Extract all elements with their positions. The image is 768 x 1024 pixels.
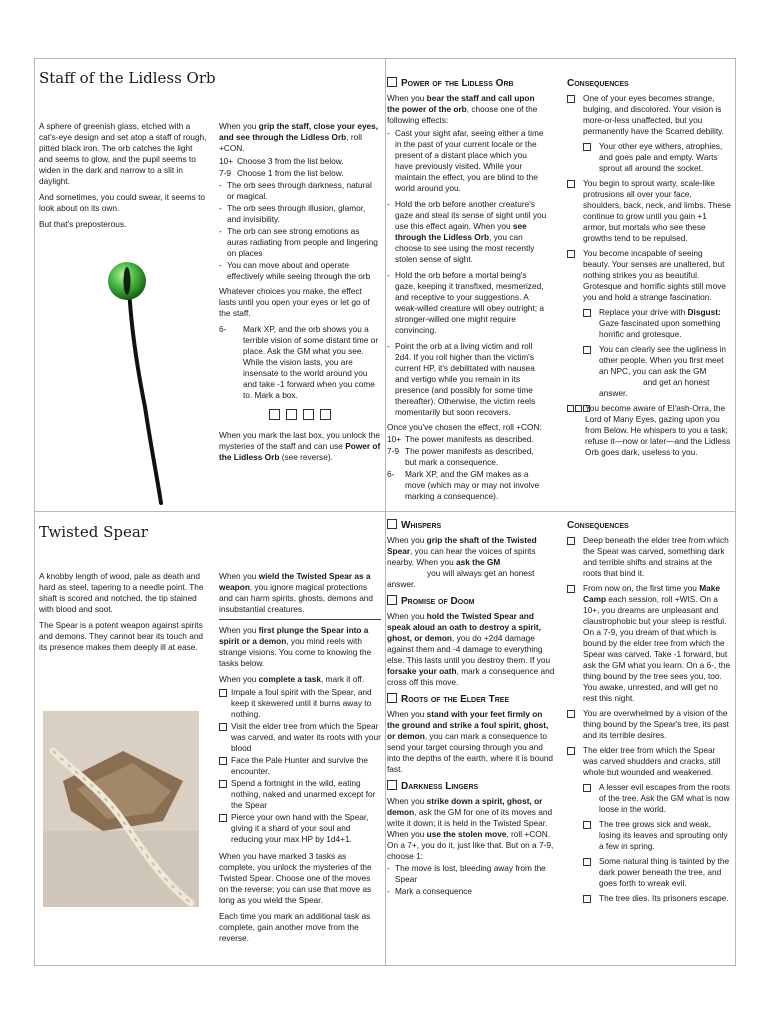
consequences-heading: Consequences [567, 520, 629, 531]
list-item: The tree dies. Its prisoners escape. [567, 893, 731, 904]
power-heading: Power of the Lidless Orb [387, 77, 547, 90]
staff-options [219, 180, 381, 282]
power-effects [387, 128, 547, 418]
darkness-lingers-heading: Darkness Lingers [387, 780, 555, 793]
list-item: Your other eye withers, atrophies, and goes pale and empty. Warts sprout all around the socket. [567, 141, 731, 174]
list-item: - Point the orb at a living victim and roll 2d4. If you roll higher than the victim's current HP, it's debilitated with nausea and vertigo while you remain in its presence (and possibly for some time thereafter). Otherwise, the victim reels momentarily but soon recovers. [387, 341, 547, 418]
checkbox[interactable] [567, 747, 575, 755]
list-item: You become aware of El'ash-Orra, the Lord of Many Eyes, gazing upon you from Below. He whispers to you a task; refuse it—now or later—and the Lidless Orb goes dark, useless to you. [567, 403, 731, 458]
list-item: - You can move about and operate effectively while seeing through the orb [219, 260, 381, 282]
staff-mark-boxes[interactable] [219, 409, 381, 422]
list-item: You can clearly see the ugliness in other people. When you first meet an NPC, you can ask the GM and get an honest answer. [567, 344, 731, 399]
list-item: Replace your drive with Disgust: Gaze fascinated upon something horrific and grotesque. [567, 307, 731, 340]
staff-description [39, 121, 207, 235]
list-item: The elder tree from which the Spear was carved shudders and cracks, still whole but wounded and weakened. [567, 745, 731, 778]
checkbox[interactable] [219, 689, 227, 697]
staff-desc-2: And sometimes, you could swear, it seems to look about on its own. [39, 192, 206, 213]
promise-of-doom-heading: Promise of Doom [387, 595, 555, 608]
checkbox[interactable] [567, 585, 575, 593]
list-item: - Cast your sight afar, seeing either a time in the past of your current locale or the present of a distant place which you have previously visited. While your maintain the effect, you are blind to the world around you. [387, 128, 547, 194]
list-item: You are overwhelmed by a vision of the thing bound by the Spear's tree, its past and its terrible desires. [567, 708, 731, 741]
checkbox[interactable] [219, 814, 227, 822]
checkbox-group[interactable] [567, 405, 590, 412]
list-item: - The orb sees through darkness, natural or magical. [219, 180, 381, 202]
checkbox[interactable] [567, 180, 575, 188]
spear-tasks [219, 687, 381, 845]
checkbox[interactable] [567, 95, 575, 103]
list-item: - The move is lost, bleeding away from the Spear [387, 863, 555, 885]
staff-desc-3: But that's preposterous. [39, 219, 127, 229]
checkbox[interactable] [583, 858, 591, 866]
spear-moves: Whispers When you grip the shaft of the Twisted Spear, you can hear the voices of spirits nearby. When you ask the GM you will always get an honest answer. Promise of Doom When you hold the Twisted Spear and speak aloud an oath to destroy a spirit, ghost, or demon, you do +2d4 damage against them and -4 damage to everything else. This lasts until you destroy them. If you forsake your oath, mark a consequence and cross off this move. Roots of the Elder Tree When you stand with your feet firmly on the ground and strike a foul spirit, ghost, or demon, you can mark a consequence to send your target coursing through you and into the depths of the earth, where it is bound fast. Darkness Lingers When you strike down a spirit, ghost, or demon, ask the GM for one of its moves and write it down; it is held in the Twisted Spear. When you use the stolen move, roll +CON. On a 7+, you do it, just like that. But on a 7-9, choose 1: - The move is lost, bleeding away from the Spear - Mark a consequence [387, 519, 555, 901]
whispers-heading: Whispers [387, 519, 555, 532]
checkbox[interactable] [269, 409, 280, 420]
checkbox[interactable] [583, 143, 591, 151]
checkbox[interactable] [219, 780, 227, 788]
spear-title: Twisted Spear [39, 523, 148, 541]
list-item: You become incapable of seeing beauty. Your senses are unaltered, but nothing strikes you as beautiful. Grotesque and horrific sights still move you and hold a strange fascination. [567, 248, 731, 303]
checkbox[interactable] [583, 895, 591, 903]
spear-consequences [567, 519, 731, 908]
spear-desc-2: The Spear is a potent weapon against spirits and demons. They cannot bear its touch and its presence makes them deeply ill at ease. [39, 620, 204, 652]
staff-move: When you grip the staff, close your eyes, and see through the Lidless Orb, roll +CON. 10+ Choose 3 from the list below. 7-9 Choose 1 from the list below. - The orb sees through darkness, natural or magical. - The orb sees through illusion, glamor, and invisibility. - The orb can see strong emotions as auras radiating from people and lingering on places - You can move about and operate effectively while seeing through the orb Whatever choices you make, the effect lasts until you open your eyes or let go of the staff. 6- Mark XP, and the orb shows you a terrible vision of some distant time or place. Ask the GM what you see. While the vision lasts, you are insensate to the world around you and take -1 forward when you come to. Mark a box. When you mark the last box, you unlock the mysteries of the staff and can use Power of the Lidless Orb (see reverse). [219, 121, 381, 468]
list-item: One of your eyes becomes strange, bulging, and discolored. Your vision is more-or-less unaffected, but you permanently have the Scarred debility. [567, 93, 731, 137]
list-item: Impale a foul spirit with the Spear, and keep it skewered until it burns away to nothing. [219, 687, 381, 720]
staff-consequences [567, 77, 731, 458]
list-item: - Hold the orb before a mortal being's gaze, keeping it transfixed, mesmerized, and receptive to your suggestions. A weak-willed creature will obey outright; a stronger-willed one might require convincing. [387, 270, 547, 336]
checkbox[interactable] [387, 780, 397, 790]
checkbox[interactable] [387, 693, 397, 703]
checkbox[interactable] [286, 409, 297, 420]
checkbox[interactable] [583, 346, 591, 354]
checkbox[interactable] [387, 77, 397, 87]
list-item: Deep beneath the elder tree from which the Spear was carved, something dark and terrible shifts and strains at the roots that bind it. [567, 535, 731, 579]
vertical-divider [385, 59, 386, 965]
list-item: Spend a fortnight in the wild, eating nothing, naked and unarmed except for the Spear [219, 778, 381, 811]
staff-illustration [105, 257, 185, 507]
list-item: From now on, the first time you Make Camp each session, roll +WIS. On a 10+, you dreams are unpleasant and claustrophobic but your sleep is restful. On a 7-9, you dream of that which is bound by the elder tree from which the Spear was carved. Take -1 forward, but ask the GM what you learn. On a 6-, the thing bound by the tree sees you, too. You awake, unrested, and will get no rest this night. [567, 583, 731, 704]
spear-move: When you wield the Twisted Spear as a weapon, you ignore magical protections and can harm spirits, ghosts, demons and insubstantial creatures. When you first plunge the Spear into a spirit or a demon, you mind reels with strange visions. You come to knowing the tasks below. When you complete a task, mark it off. Impale a foul spirit with the Spear, and keep it skewered until it burns away to nothing. Visit the elder tree from which the Spear was carved, and water its roots with your blood Face the Pale Hunter and survive the encounter. Spend a fortnight in the wild, eating nothing, naked and unarmed except for the Spear Pierce your own hand with the Spear, giving it a shard of your soul and reducing your max HP by 1d4+1. When you have marked 3 tasks as complete, you unlock the mysteries of the Twisted Spear. Choose one of the moves on the reverse; you can use that move as long as you wield the Spear. Each time you mark an additional task as complete, gain another move from the reverse. [219, 571, 381, 943]
list-item: - Hold the orb before another creature's gaze and steal its sense of sight until you use this effect again. When you see through the Lidless Orb, you can choose to see using the most recently stolen sense of sight. [387, 199, 547, 265]
horizontal-divider [35, 511, 735, 512]
power-move: Power of the Lidless Orb When you bear the staff and call upon the power of the orb, choose one of the following effects: - Cast your sight afar, seeing either a time in the past of your current locale or the present of a distant place which you have previously visited. While your maintain the effect, you are blind to the world around you. - Hold the orb before another creature's gaze and steal its sense of sight until you use this effect again. When you see through the Lidless Orb, you can choose to see using the most recently stolen sense of sight. - Hold the orb before a mortal being's gaze, keeping it transfixed, mesmerized, and receptive to your suggestions. A weak-willed creature will obey outright; a stronger-willed one might require convincing. - Point the orb at a living victim and roll 2d4. If you roll higher than the victim's current HP, it's debilitated with nausea and vertigo while you remain in its presence (and possibly for some time thereafter). Otherwise, the victim reels momentarily but soon recovers. Once you've chosen the effect, roll +CON: 10+ The power manifests as described. 7-9 The power manifests as described, but mark a consequence. 6- Mark XP, and the GM makes as a move (which may or may not involve marking a consequence). [387, 77, 547, 503]
staff-title: Staff of the Lidless Orb [39, 69, 216, 87]
item-sheet [34, 58, 736, 966]
list-item: The tree grows sick and weak, losing its leaves and sprouting only a few in spring. [567, 819, 731, 852]
checkbox[interactable] [567, 537, 575, 545]
list-item: - Mark a consequence [387, 886, 555, 897]
checkbox[interactable] [387, 519, 397, 529]
list-item: - The orb can see strong emotions as auras radiating from people and lingering on places [219, 226, 381, 259]
checkbox[interactable] [219, 723, 227, 731]
list-item: Pierce your own hand with the Spear, giving it a shard of your soul and reducing your max HP by 1d4+1. [219, 812, 381, 845]
list-item: Face the Pale Hunter and survive the encounter. [219, 755, 381, 777]
checkbox[interactable] [567, 250, 575, 258]
list-item: Some natural thing is tainted by the dark power beneath the tree, and goes forth to wreak evil. [567, 856, 731, 889]
consequences-heading: Consequences [567, 78, 629, 89]
spear-desc-1: A knobby length of wood, pale as death and hard as steel, tapering to a needle point. The shaft is scored and notched, the tip stained with blood and soot. [39, 571, 204, 614]
staff-desc-1: A sphere of greenish glass, etched with a cat's-eye design and set atop a staff of rough, pitted black iron. The orb catches the light and seems to glow, and the pupil seems to widen in the dark and narrow to a slit in daylight. [39, 121, 207, 186]
spear-photo [43, 711, 199, 907]
checkbox[interactable] [583, 784, 591, 792]
list-item: A lesser evil escapes from the roots of the tree. Ask the GM what is now loose in the world. [567, 782, 731, 815]
checkbox[interactable] [583, 309, 591, 317]
checkbox[interactable] [567, 710, 575, 718]
checkbox[interactable] [303, 409, 314, 420]
spear-description [39, 571, 207, 658]
checkbox[interactable] [219, 757, 227, 765]
list-item: Visit the elder tree from which the Spear was carved, and water its roots with your blood [219, 721, 381, 754]
roots-heading: Roots of the Elder Tree [387, 693, 555, 706]
list-item: You begin to sprout warty, scale-like protrusions all over your face, shoulders, back, neck, and limbs. These continue to grow until you gain +1 armor, but mortals who see these growths tend to be repulsed. [567, 178, 731, 244]
checkbox[interactable] [387, 595, 397, 605]
list-item: - The orb sees through illusion, glamor, and invisibility. [219, 203, 381, 225]
checkbox[interactable] [583, 821, 591, 829]
checkbox[interactable] [320, 409, 331, 420]
